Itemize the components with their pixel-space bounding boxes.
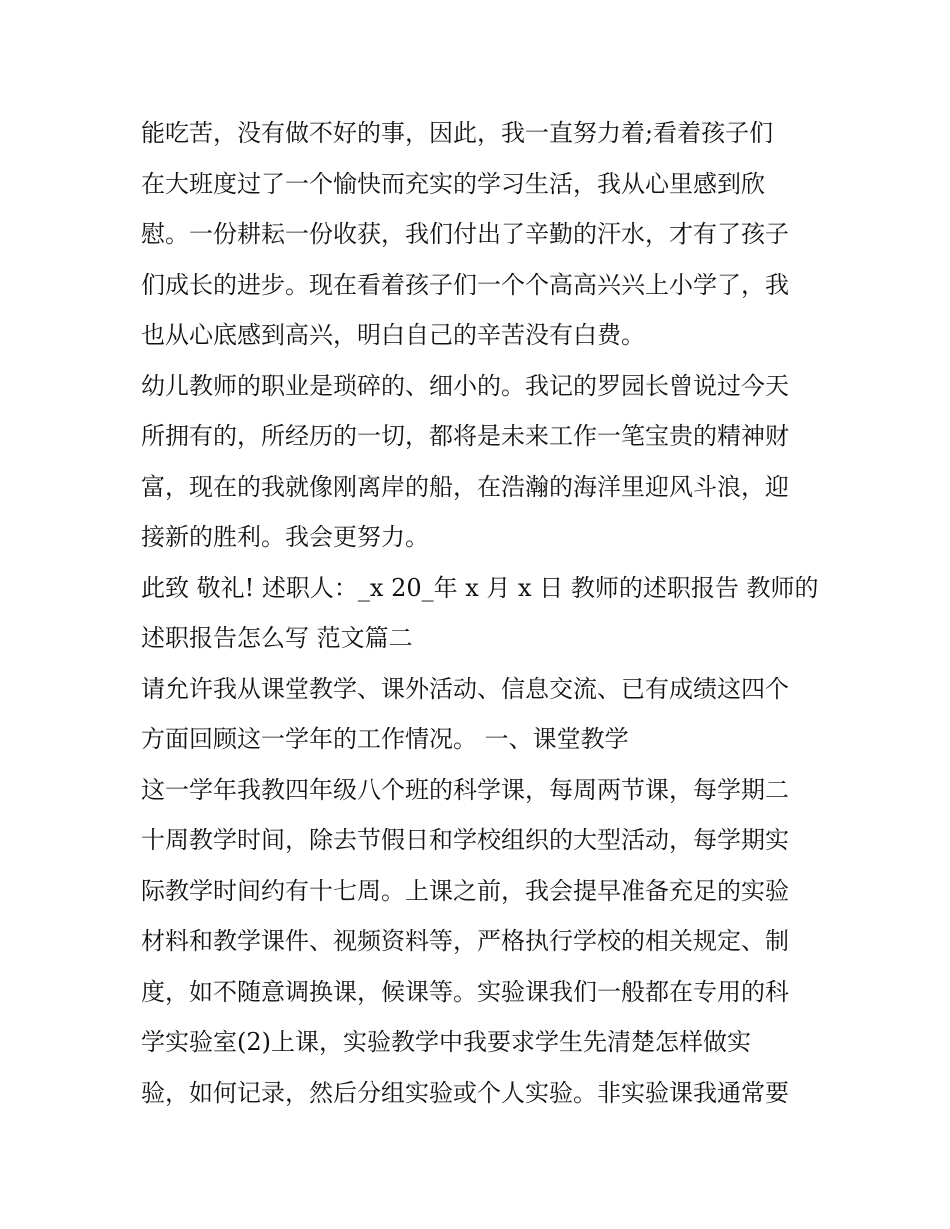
text-line: 度，如不随意调换课，候课等。实验课我们一般都在专用的科 <box>141 977 789 1006</box>
text-line: 材料和教学课件、视频资料等，严格执行学校的相关规定、制 <box>141 927 789 955</box>
text-line: 慰。一份耕耘一份收获，我们付出了辛勤的汗水，才有了孩子 <box>141 220 789 248</box>
text-line: 际教学时间约有十七周。上课之前，我会提早准备充足的实验 <box>141 876 789 905</box>
document-body <box>141 108 821 1118</box>
text-line: 方面回顾这一学年的工作情况。 一、课堂教学 <box>141 725 629 753</box>
text-line: 幼儿教师的职业是琐碎的、细小的。我记的罗园长曾说过今天 <box>141 371 789 400</box>
text-line: 此致 敬礼! 述职人：_x 20_年 x 月 x 日 教师的述职报告 教师的 <box>141 573 819 602</box>
text-line: 接新的胜利。我会更努力。 <box>141 523 429 551</box>
text-line: 请允许我从课堂教学、课外活动、信息交流、已有成绩这四个 <box>141 674 789 703</box>
text-line: 所拥有的，所经历的一切，都将是未来工作一笔宝贵的精神财 <box>141 422 789 450</box>
text-line: 学实验室(2)上课，实验教学中我要求学生先清楚怎样做实 <box>141 1028 751 1056</box>
text-line: 能吃苦，没有做不好的事，因此，我一直努力着;看着孩子们 <box>141 119 774 147</box>
text-line: 述职报告怎么写 范文篇二 <box>141 624 413 652</box>
text-line: 也从心底感到高兴，明白自己的辛苦没有白费。 <box>141 321 645 349</box>
text-line: 们成长的进步。现在看着孩子们一个个高高兴兴上小学了，我 <box>141 270 789 299</box>
text-line: 这一学年我教四年级八个班的科学课，每周两节课，每学期二 <box>141 775 789 804</box>
text-line: 在大班度过了一个愉快而充实的学习生活，我从心里感到欣 <box>141 169 765 198</box>
text-line: 验，如何记录，然后分组实验或个人实验。非实验课我通常要 <box>141 1078 789 1107</box>
text-line: 富，现在的我就像刚离岸的船，在浩瀚的海洋里迎风斗浪，迎 <box>141 472 789 501</box>
text-line: 十周教学时间，除去节假日和学校组织的大型活动，每学期实 <box>141 826 789 854</box>
